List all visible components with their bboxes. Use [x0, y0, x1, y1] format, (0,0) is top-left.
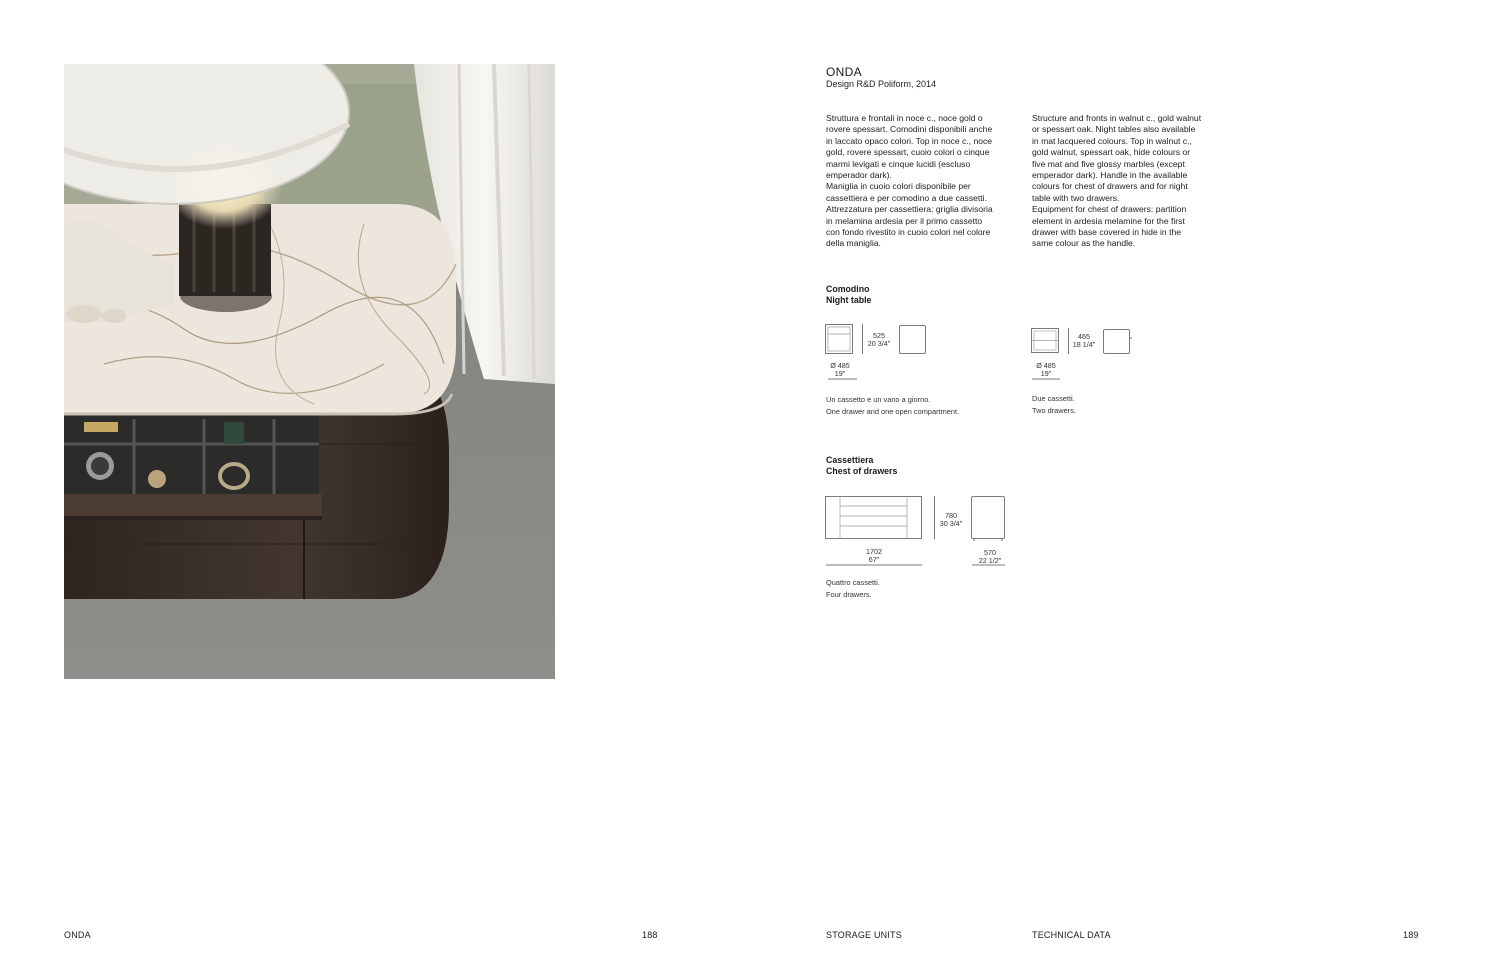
designer-credit: Design R&D Poliform, 2014: [826, 79, 937, 89]
chest-height-mm: 780: [945, 511, 957, 520]
desc-en-line: same colour as the handle.: [1032, 238, 1136, 249]
desc-it-line: marmi levigati e cinque lucidi (escluso: [826, 158, 971, 169]
night-table-1-caption-en: One drawer and one open compartment.: [826, 407, 960, 416]
night-table-2-diameter: [1032, 362, 1060, 377]
page-number-right: 189: [1403, 930, 1419, 940]
desc-it-line: in melamina ardesia per il primo cassetto: [826, 215, 983, 226]
product-photo-illustration: [64, 64, 555, 679]
night-table-2-diameter-in: 19": [1040, 368, 1052, 378]
night-table-1-diameter: [826, 362, 854, 377]
night-table-heading: [826, 284, 871, 307]
chest-caption-en: Four drawers.: [826, 590, 872, 599]
chest-heading-it: Cassettiera: [826, 455, 874, 465]
night-table-1-height: [862, 332, 896, 347]
desc-en-line: five mat and five glossy marbles (except: [1032, 158, 1185, 169]
desc-en-line: emperador dark). Handle in the available: [1032, 170, 1188, 181]
chest-height-in: 30 3/4": [939, 518, 963, 528]
desc-en-line: colours for chest of drawers and for night: [1032, 181, 1188, 192]
desc-it-line: Maniglia in cuoio colori disponibile per: [826, 181, 971, 192]
chest-heading: [826, 455, 897, 478]
chest-caption: [826, 577, 880, 601]
chest-width: [856, 548, 892, 563]
description-italian: [826, 113, 1016, 250]
desc-it-line: Attrezzatura per cassettiera: griglia divisoria: [826, 204, 993, 215]
chest-depth: [972, 549, 1008, 564]
desc-en-line: in mat lacquered colours. Top in walnut c.,: [1032, 135, 1192, 146]
night-table-2-diameter-mm: Ø 485: [1036, 361, 1056, 370]
night-table-2-caption: [1032, 393, 1076, 417]
desc-it-line: rovere spessart. Comodini disponibili anche: [826, 124, 993, 135]
desc-en-line: Equipment for chest of drawers: partition: [1032, 204, 1187, 215]
page-number-left: 188: [642, 930, 658, 940]
night-table-1-caption-it: Un cassetto e un vano a giorno.: [826, 395, 931, 404]
footer-section: STORAGE UNITS: [826, 930, 902, 940]
night-table-1-caption: [826, 394, 959, 418]
night-table-2-height-in: 18 1/4": [1072, 339, 1096, 349]
night-table-2-caption-en: Two drawers.: [1032, 406, 1076, 415]
chest-width-mm: 1702: [866, 547, 882, 556]
footer-title: ONDA: [64, 930, 91, 940]
desc-it-line: con fondo rivestito in cuoio colori nel colore: [826, 227, 991, 238]
desc-it-line: Struttura e frontali in noce c., noce gold o: [826, 113, 983, 123]
desc-it-line: in laccato opaco colori. Top in noce c., noce: [826, 135, 993, 146]
chest-depth-in: 22 1/2": [978, 555, 1002, 565]
night-table-heading-en: Night table: [826, 295, 872, 306]
footer-subsection: TECHNICAL DATA: [1032, 930, 1111, 940]
chest-width-in: 67": [868, 554, 880, 564]
night-table-1-diameter-in: 19": [834, 368, 846, 378]
desc-en-line: drawer with base covered in hide in the: [1032, 227, 1182, 238]
chest-heading-en: Chest of drawers: [826, 466, 898, 477]
night-table-2-height: [1068, 333, 1100, 348]
desc-it-line: emperador dark).: [826, 170, 892, 181]
description-english: [1032, 113, 1222, 250]
desc-it-line: gold, rovere spessart, cuoio colori o cinque: [826, 147, 990, 158]
product-title: ONDA: [826, 65, 862, 79]
desc-en-line: element in ardesia melamine for the first: [1032, 215, 1185, 226]
chest-depth-mm: 570: [984, 548, 996, 557]
desc-it-line: cassettiera e per comodino a due cassetti.: [826, 192, 987, 203]
desc-it-line: della maniglia.: [826, 238, 881, 249]
desc-en-line: table with two drawers.: [1032, 192, 1120, 203]
desc-en-line: or spessart oak. Night tables also available: [1032, 124, 1196, 135]
night-table-1-height-in: 20 3/4": [867, 338, 891, 348]
desc-en-line: Structure and fronts in walnut c., gold walnut: [1032, 113, 1202, 123]
night-table-2-height-mm: 465: [1078, 332, 1090, 341]
night-table-1-height-mm: 525: [873, 331, 885, 340]
night-table-2-caption-it: Due cassetti.: [1032, 394, 1075, 403]
night-table-1-diameter-mm: Ø 485: [830, 361, 850, 370]
chest-caption-it: Quattro cassetti.: [826, 578, 880, 587]
chest-height: [934, 512, 968, 527]
product-photo: [64, 64, 555, 679]
desc-en-line: gold walnut, spessart oak, hide colours or: [1032, 147, 1191, 158]
night-table-heading-it: Comodino: [826, 284, 870, 294]
